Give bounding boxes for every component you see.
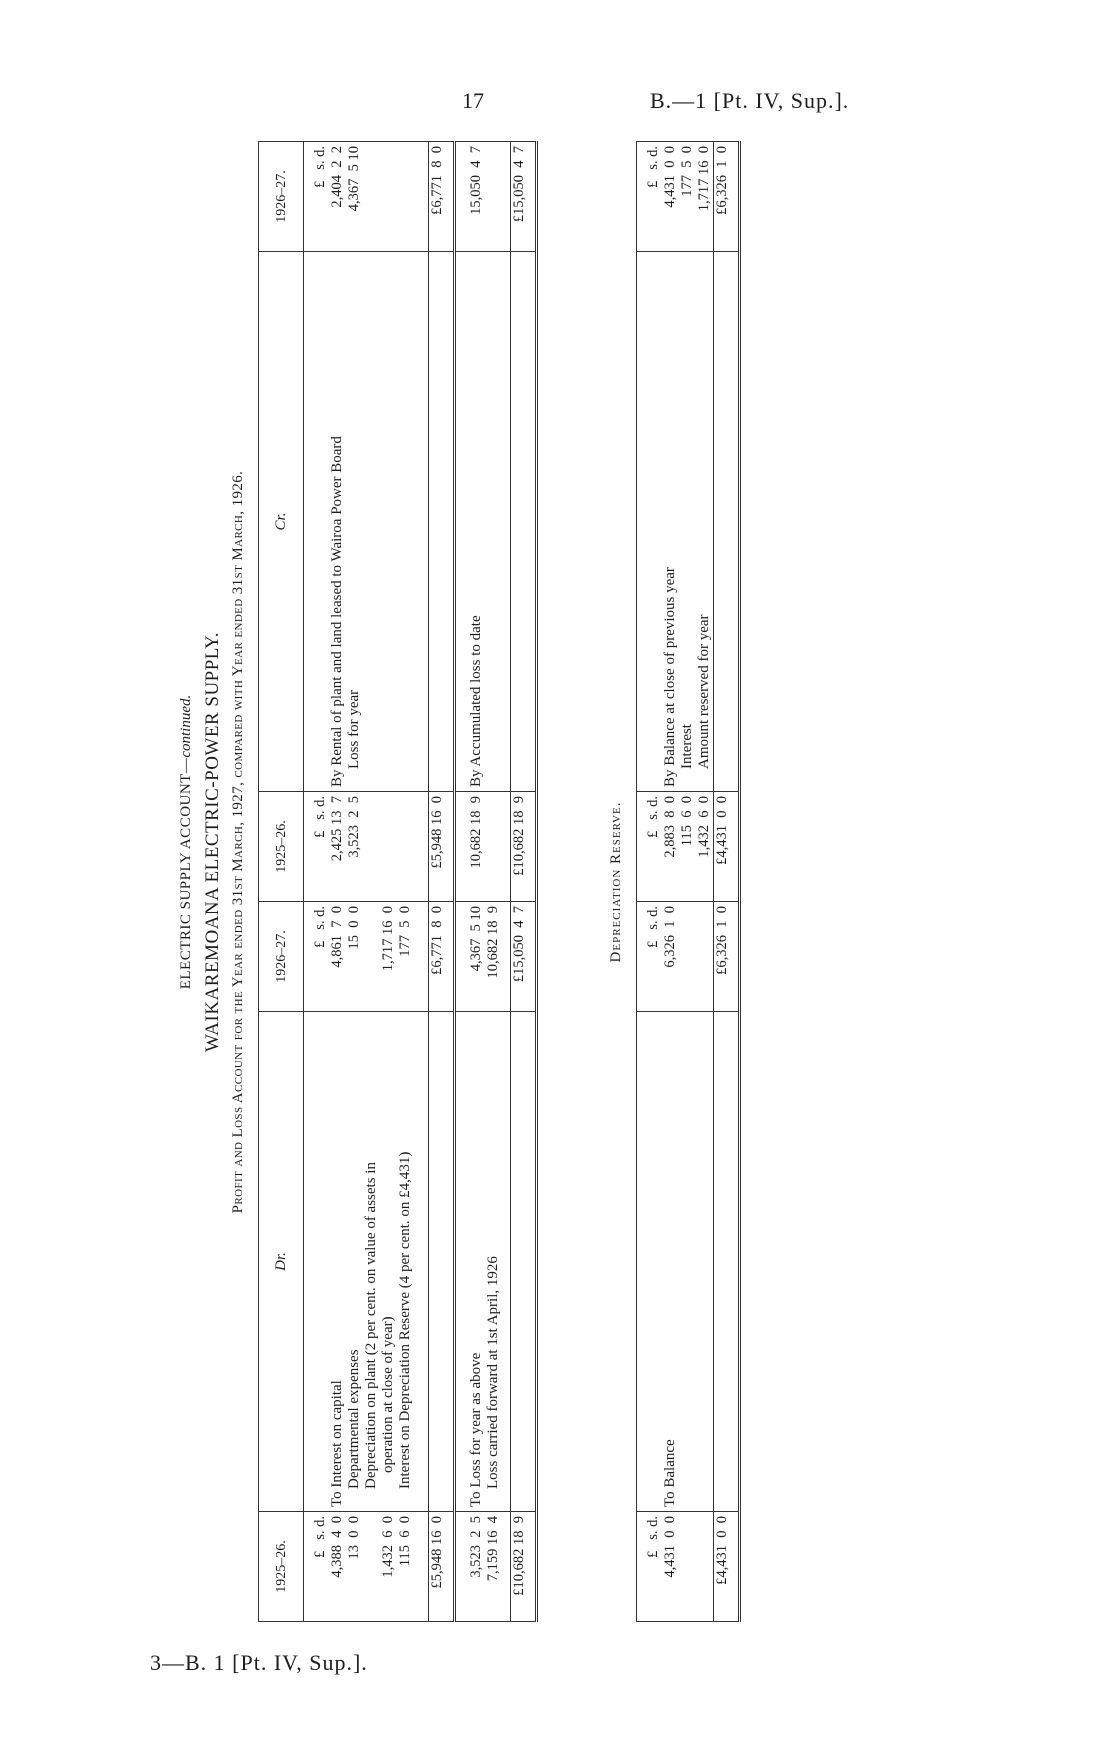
empty-cell <box>679 902 696 1012</box>
top-right-reference: B.—1 [Pt. IV, Sup.]. <box>650 88 850 113</box>
cr-curr-amount: 2,404 2 2 <box>329 146 345 208</box>
dr-curr-amount: 15 0 0 <box>346 902 363 1012</box>
empty-cell <box>511 252 537 792</box>
header-dr-curr-year: 1926–27. <box>259 902 304 1012</box>
empty-cell <box>485 792 511 902</box>
empty-cell <box>679 1512 696 1622</box>
dr-prev-amount: 4,388 4 0 <box>329 1512 346 1622</box>
header-cr-text: Cr. <box>272 512 289 531</box>
empty-cell <box>397 252 429 792</box>
cr-item-text: By Balance at close of previous year <box>662 252 679 792</box>
empty-cell <box>380 142 397 252</box>
cr-curr-amount: 177 5 0 <box>679 146 695 197</box>
empty-cell <box>714 1012 740 1512</box>
cr-prev-total: £5,948 16 0 <box>429 792 455 902</box>
cr-prev-amount: 3,523 2 5 <box>346 792 363 902</box>
dr-item-text: Loss carried forward at 1st April, 1926 <box>485 1012 511 1512</box>
table-row <box>679 142 696 1622</box>
table-row <box>455 142 486 1622</box>
cr-item-text: Loss for year <box>346 252 363 792</box>
continued-heading <box>178 62 195 1622</box>
header-dr-prev-year: 1925–26. <box>259 1512 304 1622</box>
empty-cell <box>429 1012 455 1512</box>
empty-cell <box>679 1012 696 1512</box>
table-row <box>363 142 380 1622</box>
empty-cell <box>363 142 380 252</box>
table-row <box>485 142 511 1622</box>
empty-cell <box>696 1512 714 1622</box>
cr-prev-amount: 1,432 6 0 <box>696 792 714 902</box>
dr-prev-amount: 13 0 0 <box>346 1512 363 1622</box>
table-row <box>662 142 679 1622</box>
scheme-title: WAIKAREMOANA ELECTRIC-POWER SUPPLY. <box>202 631 223 1053</box>
dr-prev-amount: 115 6 0 <box>397 1512 429 1622</box>
dr-curr-amount <box>363 902 380 1012</box>
continued-word: continued. <box>178 694 194 758</box>
dr-prev-total: £4,431 0 0 <box>714 1512 740 1622</box>
cr-prev-total: £4,431 0 0 <box>714 792 740 902</box>
units-label: £ s. d. <box>637 1512 663 1622</box>
dr-item-text: operation at close of year) <box>380 1012 397 1512</box>
empty-cell <box>380 252 397 792</box>
cr-curr-total: £6,771 8 0 <box>429 142 455 252</box>
units-label: £ s. d. <box>312 146 328 188</box>
dr-curr-amount: 177 5 0 <box>397 902 429 1012</box>
dr-prev-amount: 3,523 2 5 <box>455 1512 486 1622</box>
empty-cell <box>696 902 714 1012</box>
units-label: £ s. d. <box>637 792 663 902</box>
depreciation-reserve-title: Depreciation Reserve. <box>608 801 624 963</box>
dr-prev-total: £10,682 18 9 <box>511 1512 537 1622</box>
cr-prev-amount: 10,682 18 9 <box>455 792 486 902</box>
header-dr <box>259 1012 304 1512</box>
cr-item-text: By Rental of plant and land leased to Wairoa Power Board <box>329 252 346 792</box>
units-label: £ s. d. <box>304 902 330 1012</box>
units-spacer <box>304 1012 330 1512</box>
empty-cell <box>380 792 397 902</box>
cr-prev-amount: 115 6 0 <box>679 792 696 902</box>
units-label: £ s. d. <box>637 902 663 1012</box>
dr-item-text: To Loss for year as above <box>455 1012 486 1512</box>
profit-loss-table <box>258 141 538 1622</box>
empty-cell <box>714 252 740 792</box>
cr-item-text: Amount reserved for year <box>696 252 714 792</box>
header-cr-curr-year: 1926–27. <box>259 142 304 252</box>
table-row <box>696 142 714 1622</box>
empty-cell <box>485 252 511 792</box>
cr-prev-amount: 2,883 8 0 <box>662 792 679 902</box>
header-cr <box>259 252 304 792</box>
rotated-page-content <box>150 62 1050 1622</box>
table-row <box>329 142 346 1622</box>
empty-cell <box>397 142 429 252</box>
header-cr-prev-year: 1925–26. <box>259 792 304 902</box>
empty-cell <box>511 1012 537 1512</box>
dr-curr-amount: 6,326 1 0 <box>662 902 679 1012</box>
empty-cell <box>363 792 380 902</box>
totals-row <box>714 142 740 1622</box>
units-row <box>304 142 330 1622</box>
totals-row <box>511 142 537 1622</box>
dr-curr-total: £6,326 1 0 <box>714 902 740 1012</box>
table-row <box>346 142 363 1622</box>
cr-item-text: By Accumulated loss to date <box>455 252 486 792</box>
dr-item-text: To Balance <box>662 1012 679 1512</box>
profit-loss-header-row <box>259 142 304 1622</box>
empty-cell <box>363 252 380 792</box>
dr-curr-amount: 1,717 16 0 <box>380 902 397 1012</box>
depreciation-reserve-table <box>636 141 741 1622</box>
bottom-left-reference: 3—B. 1 [Pt. IV, Sup.]. <box>150 1650 368 1675</box>
cr-curr-amount: 4,431 0 0 <box>662 146 678 208</box>
empty-cell <box>397 792 429 902</box>
units-spacer <box>637 1012 663 1512</box>
table-row <box>397 142 429 1622</box>
dr-prev-amount: 7,159 16 4 <box>485 1512 511 1622</box>
dr-prev-total: £5,948 16 0 <box>429 1512 455 1622</box>
units-label: £ s. d. <box>304 1512 330 1622</box>
dr-item-text: Departmental expenses <box>346 1012 363 1512</box>
account-title: Profit and Loss Account for the Year ended 31st March, 1927, compared with Year ended 31st March, 1926. <box>230 470 246 1214</box>
header-dr-text: Dr. <box>272 1252 289 1271</box>
page-number: 17 <box>462 88 484 113</box>
dr-prev-amount <box>363 1512 380 1622</box>
cr-curr-total: £6,326 1 0 <box>714 142 740 252</box>
cr-prev-total: £10,682 18 9 <box>511 792 537 902</box>
units-label: £ s. d. <box>645 146 661 188</box>
units-row <box>637 142 663 1622</box>
cr-curr-amount: 4,367 5 10 <box>346 146 362 212</box>
units-spacer <box>637 252 663 792</box>
cr-curr-total: £15,050 4 7 <box>511 142 537 252</box>
units-label: £ s. d. <box>304 792 330 902</box>
dr-prev-amount: 1,432 6 0 <box>380 1512 397 1622</box>
dr-item-text: Depreciation on plant (2 per cent. on value of assets in <box>363 1012 380 1512</box>
cr-curr-amount: 15,050 4 7 <box>468 146 484 215</box>
dr-item-text: To Interest on capital <box>329 1012 346 1512</box>
empty-cell <box>429 252 455 792</box>
dr-item-text: Interest on Depreciation Reserve (4 per cent. on £4,431) <box>397 1012 429 1512</box>
totals-row <box>429 142 455 1622</box>
dr-curr-total: £6,771 8 0 <box>429 902 455 1012</box>
dr-prev-amount: 4,431 0 0 <box>662 1512 679 1622</box>
empty-cell <box>696 1012 714 1512</box>
cr-item-text: Interest <box>679 252 696 792</box>
cr-curr-amount: 1,717 16 0 <box>696 146 712 212</box>
table-row <box>380 142 397 1622</box>
units-spacer <box>304 252 330 792</box>
dr-curr-amount: 4,367 5 10 <box>455 902 486 1012</box>
continued-heading-text: ELECTRIC SUPPLY ACCOUNT— <box>178 757 194 990</box>
empty-cell <box>485 142 511 252</box>
cr-prev-amount: 2,425 13 7 <box>329 792 346 902</box>
dr-curr-amount: 4,861 7 0 <box>329 902 346 1012</box>
dr-curr-amount: 10,682 18 9 <box>485 902 511 1012</box>
dr-curr-total: £15,050 4 7 <box>511 902 537 1012</box>
